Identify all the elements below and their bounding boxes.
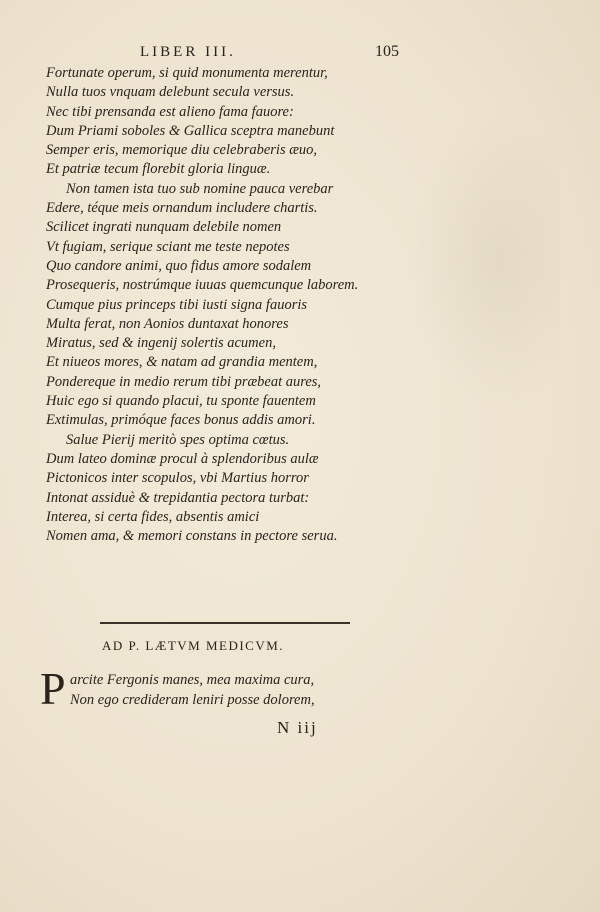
verse-line: Vt fugiam, serique sciant me teste nepotes — [46, 238, 290, 255]
verse-line: Quo candore animi, quo fidus amore sodalem — [46, 257, 312, 274]
verse-line: Nomen ama, & memori constans in pectore serua. — [46, 528, 338, 545]
poem-title: AD P. LÆTVM MEDICVM. — [102, 638, 285, 653]
verse-line: Nulla tuos vnquam delebunt secula versus. — [46, 84, 295, 101]
verse-line: Fortunate operum, si quid monumenta merentur, — [46, 65, 328, 81]
verse-line: arcite Fergonis manes, mea maxima cura, — [70, 672, 315, 688]
verse-line: Intonat assiduè & trepidantia pectora turbat: — [46, 489, 310, 506]
verse-line: Non ego credideram leniri posse dolorem, — [70, 692, 315, 708]
verse-line: Et niueos mores, & natam ad grandia mentem, — [46, 354, 318, 371]
verse-line: Prosequeris, nostrúmque iuuas quemcunque laborem. — [46, 277, 359, 294]
verse-line: Cumque pius princeps tibi iusti signa fauoris — [46, 296, 308, 313]
verse-block — [46, 64, 406, 546]
verse-line: Dum lateo dominæ procul à splendoribus aulæ — [46, 450, 319, 467]
verse-line: Dum Priami soboles & Gallica sceptra manebunt — [46, 122, 335, 139]
verse-line: Interea, si certa fides, absentis amici — [46, 508, 260, 525]
drop-cap: P — [40, 663, 66, 714]
verse-line: Semper eris, memorique diu celebraberis æuo, — [46, 142, 318, 159]
verse-line: Nec tibi prensanda est alieno fama fauore: — [46, 103, 294, 120]
verse-line: Multa ferat, non Aonios duntaxat honores — [46, 315, 289, 332]
verse-line: Scilicet ingrati nunquam delebile nomen — [46, 219, 282, 236]
verse-line: Pondereque in medio rerum tibi præbeat aures, — [46, 373, 322, 390]
verse-line: Extimulas, primóque faces bonus addis amori. — [46, 412, 316, 429]
page-number: 105 — [375, 43, 399, 60]
verse-line: Huic ego si quando placui, tu sponte fauentem — [46, 393, 316, 410]
signature-mark: N iij — [277, 718, 318, 737]
verse-line: Non tamen ista tuo sub nomine pauca verebar — [66, 180, 334, 197]
verse-line: Et patriæ tecum florebit gloria linguæ. — [46, 161, 271, 178]
running-head: LIBER III. — [140, 44, 236, 60]
show-through-text — [410, 110, 560, 410]
section-divider — [100, 622, 350, 624]
verse-line: Edere, téque meis ornandum includere chartis. — [46, 200, 318, 217]
verse-line: Pictonicos inter scopulos, vbi Martius horror — [46, 470, 309, 487]
verse-line: Salue Pierij meritò spes optima cœtus. — [66, 431, 290, 448]
poem2-block — [70, 670, 315, 710]
verse-line: Miratus, sed & ingenij solertis acumen, — [46, 335, 276, 352]
